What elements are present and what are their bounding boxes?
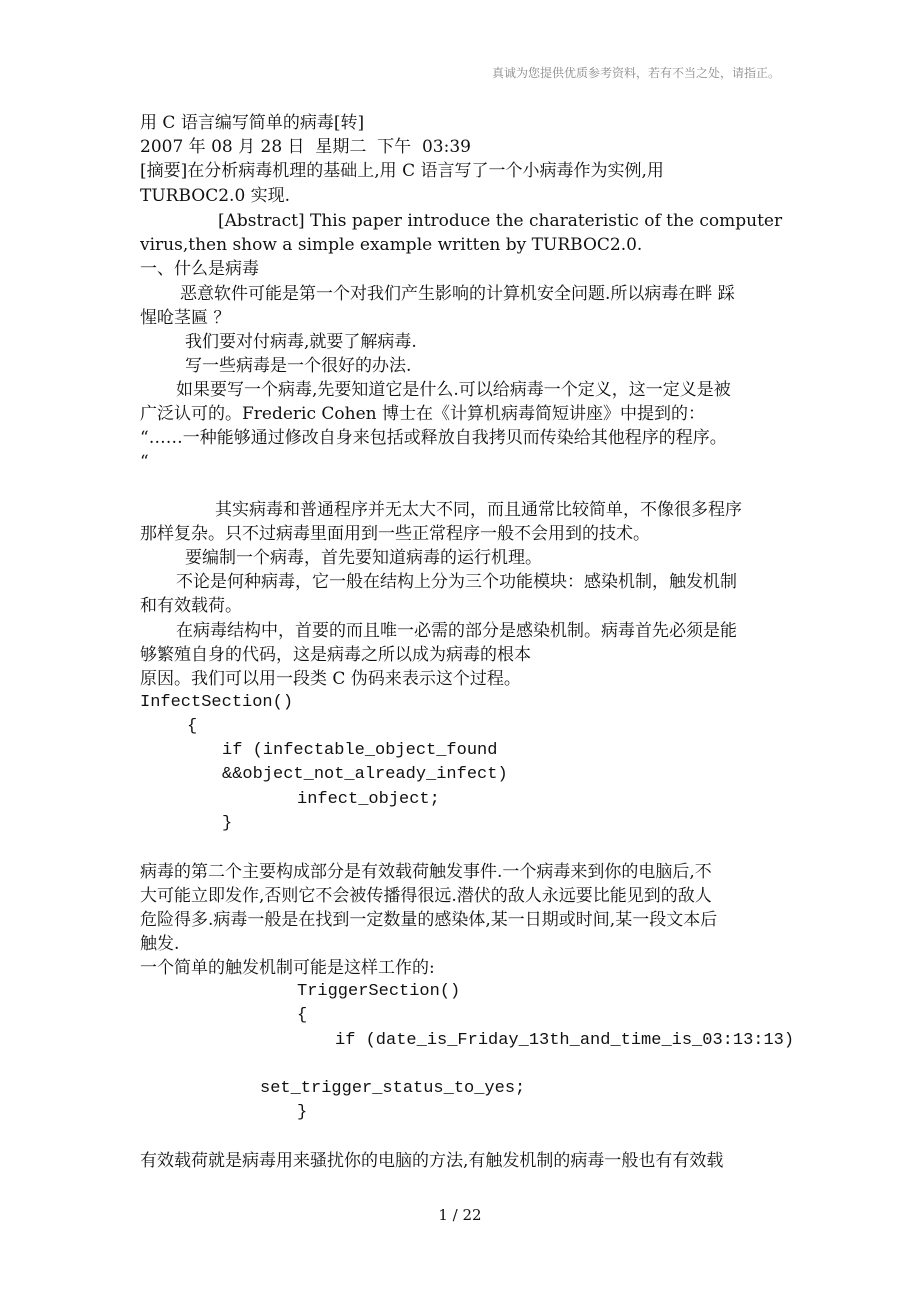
text-line: 我们要对付病毒,就要了解病毒. [185, 332, 417, 352]
code-line: if (date_is_Friday_13th_and_time_is_03:13:13) [335, 1031, 795, 1050]
code-line: } [222, 814, 233, 833]
text-line: “ [140, 452, 149, 472]
text-line: 2007 年 08 月 28 日 星期二 下午 03:39 [140, 137, 471, 157]
text-line: 那样复杂。只不过病毒里面用到一些正常程序一般不会用到的技术。 [140, 524, 650, 544]
text-line: 恶意软件可能是第一个对我们产生影响的计算机安全问题.所以病毒在畔 踩 [180, 284, 735, 304]
text-line: 够繁殖自身的代码，这是病毒之所以成为病毒的根本 [140, 645, 531, 665]
text-line: 有效载荷就是病毒用来骚扰你的电脑的方法,有触发机制的病毒一般也有有效载 [140, 1151, 724, 1171]
text-line: “……一种能够通过修改自身来包括或释放自我拷贝而传染给其他程序的程序。 [140, 428, 727, 448]
text-line: 不论是何种病毒，它一般在结构上分为三个功能模块：感染机制，触发机制 [176, 572, 737, 592]
text-line: 广泛认可的。Frederic Cohen 博士在《计算机病毒简短讲座》中提到的： [140, 404, 706, 424]
text-line: 其实病毒和普通程序并无太大不同，而且通常比较简单，不像很多程序 [215, 500, 742, 520]
code-line: if (infectable_object_found [222, 741, 498, 760]
text-line: virus,then show a simple example written by TURBOC2.0. [140, 235, 643, 255]
code-line: } [297, 1103, 308, 1122]
text-line: 原因。我们可以用一段类 C 伪码来表示这个过程。 [140, 669, 521, 689]
code-line: InfectSection() [140, 693, 294, 712]
text-line: 和有效载荷。 [140, 596, 242, 616]
text-line: 一、什么是病毒 [140, 259, 259, 279]
text-line: 一个简单的触发机制可能是这样工作的: [140, 958, 435, 978]
code-line: TriggerSection() [297, 982, 461, 1001]
code-line: set_trigger_status_to_yes; [260, 1079, 526, 1098]
text-line: 要编制一个病毒，首先要知道病毒的运行机理。 [185, 548, 542, 568]
text-line: [Abstract] This paper introduce the charateristic of the computer [218, 211, 783, 231]
text-line: 大可能立即发作,否则它不会被传播得很远.潜伏的敌人永远要比能见到的敌人 [140, 886, 712, 906]
code-line: { [297, 1006, 308, 1025]
text-line: 触发. [140, 934, 180, 954]
code-line: infect_object; [297, 790, 440, 809]
text-line: 写一些病毒是一个很好的办法. [185, 356, 412, 376]
text-line: 用 C 语言编写简单的病毒[转] [140, 113, 365, 133]
text-line: 惺呛茎匾 ？ [140, 308, 231, 328]
text-line: [摘要]在分析病毒机理的基础上,用 C 语言写了一个小病毒作为实例,用 [140, 161, 664, 181]
code-line: &&object_not_already_infect) [222, 765, 508, 784]
text-line: 在病毒结构中，首要的而且唯一必需的部分是感染机制。病毒首先必须是能 [176, 621, 737, 641]
page-number: 1 / 22 [438, 1206, 482, 1224]
text-line: TURBOC2.0 实现. [140, 186, 291, 206]
text-line: 危险得多.病毒一般是在找到一定数量的感染体,某一日期或时间,某一段文本后 [140, 910, 718, 930]
text-line: 病毒的第二个主要构成部分是有效载荷触发事件.一个病毒来到你的电脑后,不 [140, 862, 712, 882]
text-line: 如果要写一个病毒,先要知道它是什么.可以给病毒一个定义，这一定义是被 [176, 380, 731, 400]
code-line: { [187, 717, 198, 736]
header-notice: 真诚为您提供优质参考资料，若有不当之处，请指正。 [491, 66, 780, 80]
